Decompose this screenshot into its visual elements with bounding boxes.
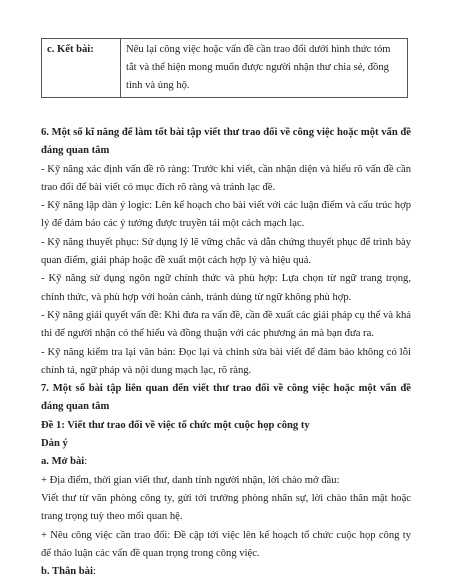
intro-colon: : xyxy=(84,456,88,468)
skill-item: - Kỹ năng xác định vấn đề rõ ràng: Trước khi viết, cần nhận diện và hiểu rõ vấn đề cần trao đổi để bài viết có mục đích rõ ràng và tránh lạc đề. xyxy=(41,163,411,193)
intro-heading xyxy=(41,453,411,471)
section-6-heading: 6. Một số kĩ năng để làm tốt bài tập viết thư trao đổi về công việc hoặc một vấn đề đáng quan tâm xyxy=(41,127,411,157)
exercise-label: Đề 1 xyxy=(41,419,62,431)
table-text-cell: Nêu lại công việc hoặc vấn đề cần trao đổi dưới hình thức tóm tắt và thể hiện mong muốn được người nhận thư chia sẻ, đồng tình và ủng hộ. xyxy=(121,39,408,98)
skill-item: - Kỹ năng lập dàn ý logic: Lên kế hoạch cho bài viết với các luận điểm và cấu trúc hợp lý để đảm bảo các ý tưởng được truyền tải một cách mạch lạc. xyxy=(41,200,411,230)
body-label: b. Thân bài xyxy=(41,566,93,578)
intro-item: + Địa điểm, thời gian viết thư, danh tính người nhận, lời chào mở đầu: xyxy=(41,474,340,486)
intro-item: + Nêu công việc cần trao đổi: Đề cập tới việc lên kế hoạch tổ chức cuộc họp công ty để thảo luận các vấn đề quan trọng trong công việc. xyxy=(41,529,411,559)
body-heading xyxy=(41,563,411,581)
conclusion-table xyxy=(41,38,408,98)
exercise-title xyxy=(41,417,411,435)
intro-label: a. Mở bài xyxy=(41,456,85,468)
section-7-heading: 7. Một số bài tập liên quan đến viết thư trao đổi về công việc hoặc một vấn đề đáng quan tâm xyxy=(41,383,411,413)
intro-item: Viết thư từ văn phòng công ty, gửi tới trưởng phòng nhân sự, lời chào thân mật hoặc trang trọng tuỳ theo mối quan hệ. xyxy=(41,492,411,523)
skill-item: - Kỹ năng kiểm tra lại văn bản: Đọc lại và chỉnh sửa bài viết để đảm bảo không có lỗi chính tả, ngữ pháp và nội dung mạch lạc, rõ ràng. xyxy=(41,346,411,376)
skill-item: - Kỹ năng thuyết phục: Sử dụng lý lẽ vững chắc và dẫn chứng thuyết phục để trình bày quan điểm, giải pháp hoặc đề xuất một cách hợp lý và hiệu quả. xyxy=(41,236,411,267)
document-body xyxy=(41,124,411,581)
table-row xyxy=(42,39,408,98)
table-label-cell: c. Kết bài: xyxy=(42,39,121,98)
skill-item: - Kỹ năng giải quyết vấn đề: Khi đưa ra vấn đề, cần đề xuất các giải pháp cụ thể và khả thi để người nhận có thể hiểu và đồng thuận với các phương án mà bạn đưa ra. xyxy=(41,309,411,340)
exercise-topic: : Viết thư trao đổi về việc tổ chức một cuộc họp công ty xyxy=(61,419,310,431)
body-colon: : xyxy=(92,566,96,578)
outline-heading: Dàn ý xyxy=(41,438,68,450)
skill-item: - Kỹ năng sử dụng ngôn ngữ chính thức và phù hợp: Lựa chọn từ ngữ trang trọng, chính thức, và phù hợp với hoàn cảnh, tránh dùng từ ngữ không phù hợp. xyxy=(41,273,411,303)
